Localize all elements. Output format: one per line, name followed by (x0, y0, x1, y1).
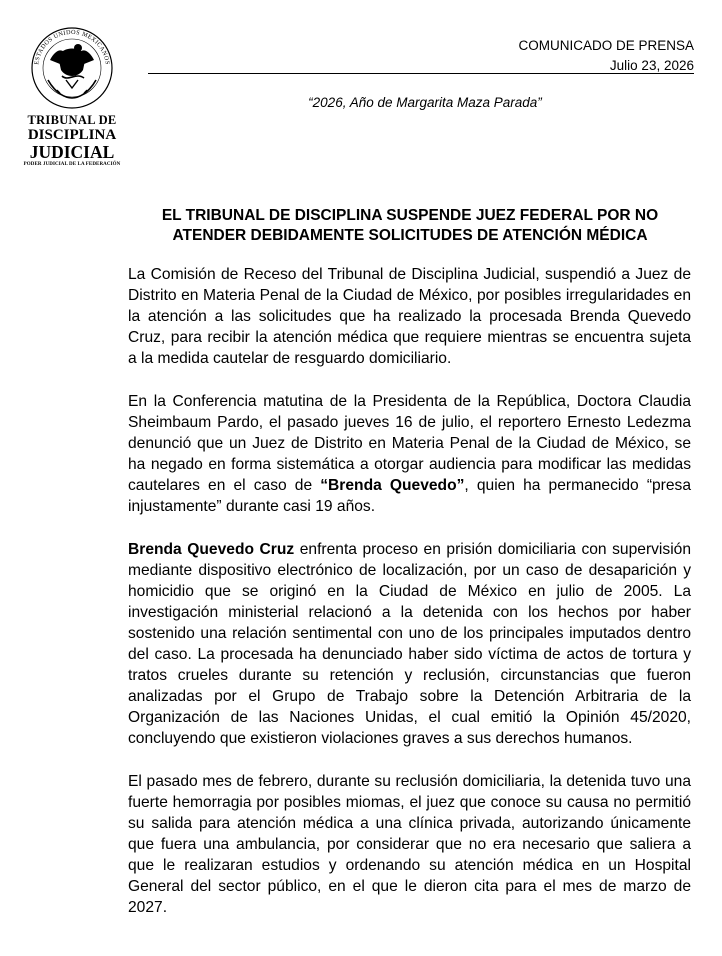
document-date: Julio 23, 2026 (609, 58, 694, 73)
tribunal-logo (22, 18, 122, 168)
national-seal-icon (28, 18, 116, 112)
headline-line-2: ATENDER DEBIDAMENTE SOLICITUDES DE ATENCIÓN MÉDICA (172, 227, 648, 244)
headline-line-1: EL TRIBUNAL DE DISCIPLINA SUSPENDE JUEZ FEDERAL POR NO (161, 207, 659, 224)
press-header (518, 36, 694, 76)
paragraph-3-text: enfrenta proceso en prisión domiciliaria con supervisión mediante dispositivo electrónico de localización, por un caso de desaparición y homicidio que se originó en la Ciudad de México en julio de 2005. La investigación ministerial relacionó a la detenida con los hechos por haber sostenido una relación sentimental con uno de los principales imputados dentro del caso. La procesada ha denunciado haber sido víctima de actos de tortura y tratos crueles durante su retención y reclusión, circunstancias que fueron analizadas por el Grupo de Trabajo sobre la Detención Arbitraria de la Organización de las Naciones Unidas, el cual emitió la Opinión 45/2020, concluyendo que existieron violaciones graves a sus derechos humanos. (128, 541, 691, 747)
header-divider (148, 73, 694, 74)
paragraph-1: La Comisión de Receso del Tribunal de Disciplina Judicial, suspendió a Juez de Distrito en Materia Penal de la Ciudad de México, por posibles irregularidades en la atención a las solicitudes que ha realizado la procesada Brenda Quevedo Cruz, para recibir la atención médica que requiere mientras se encuentra sujeta a la medida cautelar de resguardo domiciliario. (128, 266, 691, 367)
article-body (128, 264, 691, 940)
document-type: COMUNICADO DE PRENSA (518, 38, 694, 53)
paragraph-2-text-b: , quien ha permanecido “presa injustamente” durante casi 19 años. (128, 477, 692, 515)
seal-text: ESTADOS UNIDOS MEXICANOS (33, 28, 111, 66)
year-motto: “2026, Año de Margarita Maza Parada” (308, 95, 542, 110)
paragraph-3 (128, 539, 691, 749)
paragraph-4: El pasado mes de febrero, durante su reclusión domiciliaria, la detenida tuvo una fuerte hemorragia por posibles miomas, el juez que conoce su causa no permitió su salida para atención médica a una clínica privada, autorizando únicamente que fuera una ambulancia, por considerar que no era necesario que saliera a que le realizaran estudios y ordenando su atención médica en un Hospital General del sector público, en el que le dieron cita para el mes de marzo de 2027. (128, 773, 691, 916)
logo-line-3: JUDICIAL (29, 142, 115, 162)
paragraph-2-text-a: En la Conferencia matutina de la Presidenta de la República, Doctora Claudia Sheimbaum Pardo, el pasado jueves 16 de julio, el reportero Ernesto Ledezma denunció que un Juez de Distrito en Materia Penal de la Ciudad de México, se ha negado en forma sistemática a otorgar audiencia para modificar las medidas cautelares en el caso de (128, 393, 691, 494)
logo-line-1: TRIBUNAL DE (27, 113, 117, 127)
headline (110, 206, 710, 246)
paragraph-2 (128, 391, 691, 517)
logo-line-2: DISCIPLINA (27, 127, 117, 143)
paragraph-2-bold: “Brenda Quevedo” (320, 477, 465, 494)
logo-line-4: PODER JUDICIAL DE LA FEDERACIÓN (23, 162, 121, 167)
paragraph-3-bold: Brenda Quevedo Cruz (128, 541, 295, 558)
